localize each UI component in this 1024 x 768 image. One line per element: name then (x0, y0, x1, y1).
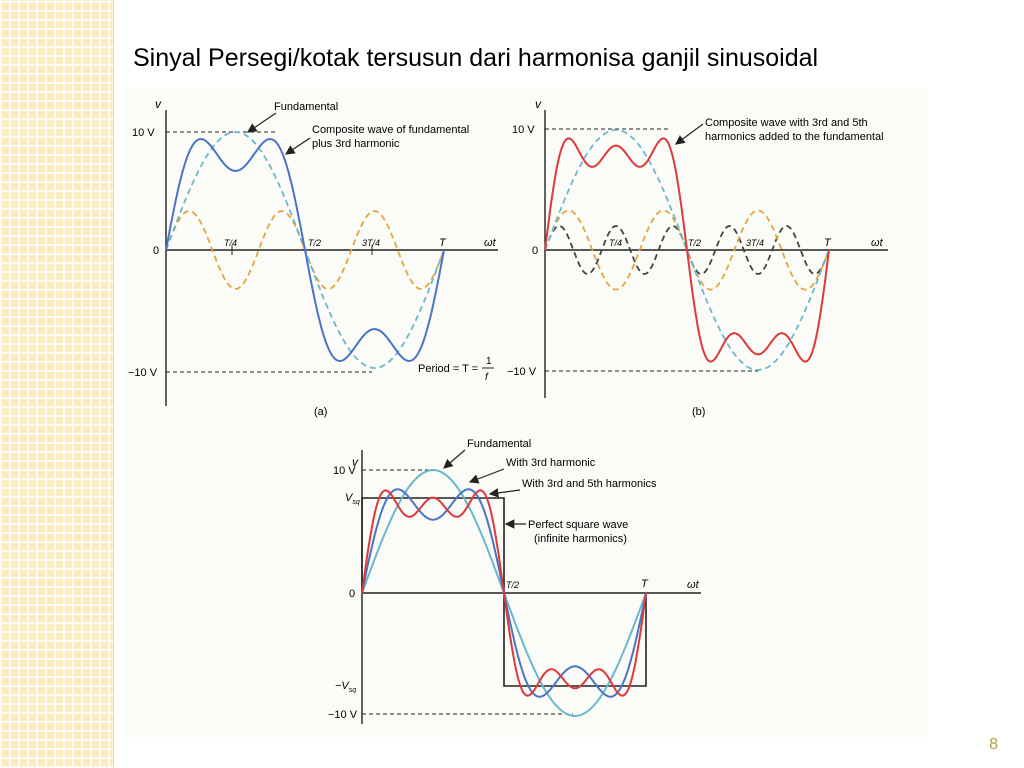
panel-c-arrow-fundamental (444, 450, 465, 468)
panel-b-caption: (b) (692, 406, 706, 418)
panel-a-x-t4: T/4 (224, 238, 238, 248)
panel-a-arrow-composite (286, 138, 310, 154)
panel-a-caption: (a) (314, 406, 328, 418)
figure-area (126, 88, 928, 737)
panel-c (328, 438, 701, 724)
panel-b-x-axis-label: ωt (871, 237, 883, 249)
panel-c-annotation-3rd-5th: With 3rd and 5th harmonics (522, 478, 657, 490)
panel-b-x-t2: T/2 (688, 238, 702, 248)
panel-b-arrow-composite (676, 124, 703, 144)
panel-a-x-t2: T/2 (308, 238, 322, 248)
panel-c-v-label: v (352, 455, 358, 469)
panel-b-annotation-composite-2: harmonics added to the fundamental (705, 131, 884, 143)
panel-a-x-3t4: 3T/4 (362, 238, 381, 248)
panel-b-x-3t4: 3T/4 (746, 238, 765, 248)
panel-a-v-label: v (155, 97, 161, 111)
panel-b-v-label: v (535, 97, 541, 111)
panel-a-y-top: 10 V (132, 127, 155, 139)
panel-b-x-T: T (824, 237, 831, 249)
panel-a-y-zero: 0 (153, 245, 160, 257)
panel-a-arrow-fundamental (248, 113, 276, 132)
decorative-side-strip (0, 0, 114, 768)
panel-c-x-T: T (641, 578, 648, 590)
panel-a (128, 97, 498, 418)
panel-a-x-T: T (439, 237, 446, 249)
panel-c-arrow-3rd-5th (490, 490, 520, 494)
panel-a-y-bottom: −10 V (128, 367, 158, 379)
panel-b-x-t4: T/4 (609, 238, 623, 248)
slide-title: Sinyal Persegi/kotak tersusun dari harmonisa ganjil sinusoidal (133, 44, 819, 72)
panel-c-annotation-square-2: (infinite harmonics) (534, 533, 627, 545)
panel-a-annotation-composite-2: plus 3rd harmonic (312, 138, 400, 150)
panel-a-annotation-fundamental: Fundamental (274, 101, 339, 113)
panel-b-y-zero: 0 (532, 245, 539, 257)
panel-c-arrow-3rd (470, 469, 504, 482)
panel-a-x-axis-label: ωt (484, 237, 496, 249)
panel-c-annotation-3rd: With 3rd harmonic (506, 457, 596, 469)
page-number: 8 (989, 736, 998, 753)
panel-b-y-top: 10 V (512, 124, 535, 136)
harmonics-diagram (126, 88, 928, 737)
panel-c-y-top: 10 V (333, 465, 356, 477)
panel-c-y-bottom: −10 V (328, 709, 358, 721)
panel-b (507, 97, 888, 418)
panel-c-x-axis-label: ωt (687, 579, 699, 591)
panel-b-y-bottom: −10 V (507, 366, 537, 378)
panel-a-period-den: f (485, 372, 488, 383)
panel-c-x-t2: T/2 (506, 580, 520, 590)
panel-c-y-vsq: $V_{sq}$ (345, 492, 360, 506)
panel-a-annotation-composite-1: Composite wave of fundamental (312, 124, 470, 136)
panel-c-y-zero: 0 (349, 588, 356, 600)
panel-c-annotation-fundamental: Fundamental (467, 438, 532, 450)
panel-b-annotation-composite-1: Composite wave with 3rd and 5th (705, 117, 868, 129)
panel-a-period-label: Period = T = (418, 363, 479, 375)
panel-c-annotation-square-1: Perfect square wave (528, 519, 629, 531)
panel-a-period-num: 1 (486, 356, 492, 367)
panel-c-y-neg-vsq: $-V_{sq}$ (335, 680, 357, 694)
